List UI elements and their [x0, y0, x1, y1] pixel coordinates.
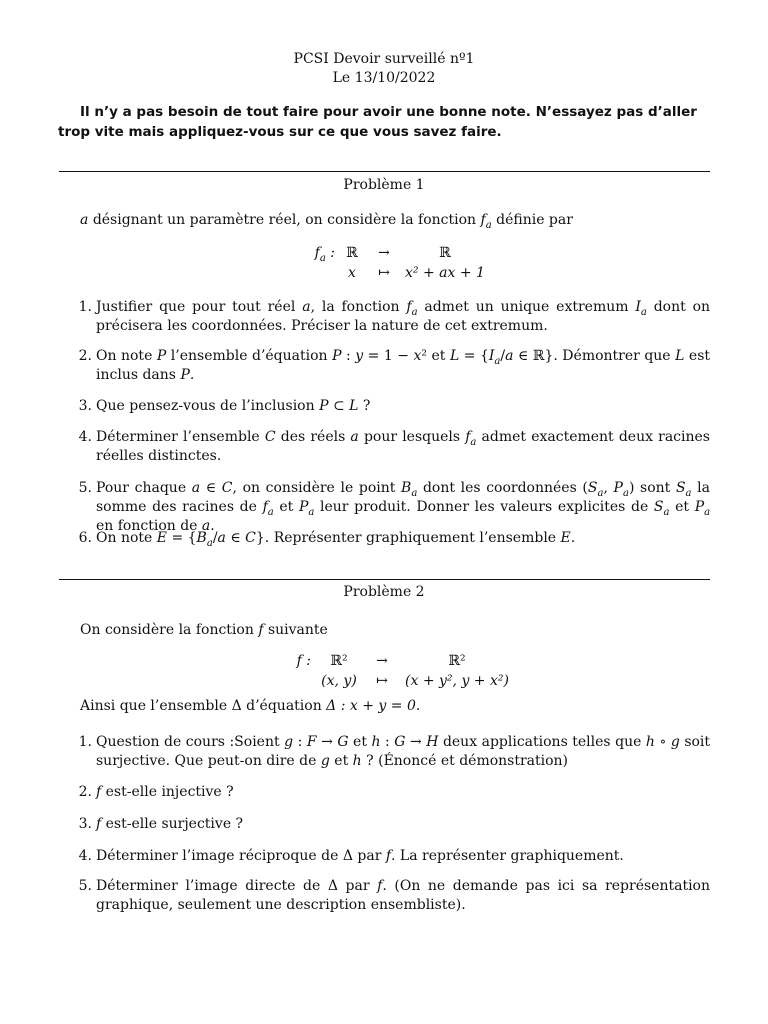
problem-1-intro: a désignant un paramètre réel, on considère la fonction $f_a$ définie par: [80, 212, 573, 231]
problem-2-intro: On considère la fonction f suivante: [80, 622, 328, 638]
problem-2-delta-definition: Ainsi que l’ensemble Δ d’équation Δ : x + y = 0.: [80, 698, 421, 714]
problem-2-question-5: 5. Déterminer l’image directe de Δ par f. (On ne demande pas ici sa représentation graphique, seulement une description ensembliste).: [78, 878, 710, 913]
problem-1-question-5: 5. Pour chaque a ∈ C, on considère le point $B_a$ dont les coordonnées ($S_a$, $P_a$) sont $S_a$ la somme des racines de $f_a$ et $P_a$ leur produit. Donner les valeurs explicites de $S_a$ et $P_a$ en fonction de a.: [78, 480, 711, 534]
exam-date: Le 13/10/2022: [332, 70, 436, 86]
problem-1-question-1: 1. Justifier que pour tout réel a, la fonction $f_a$ admet un unique extremum $I_a$ dont on précisera les coordonnées. Préciser la nature de cet extremum.: [78, 299, 711, 334]
problem-2-question-4: 4. Déterminer l’image réciproque de Δ par f. La représenter graphiquement.: [78, 848, 624, 864]
exam-title: PCSI Devoir surveillé nº1: [293, 51, 475, 67]
problem-1-question-2: 2. On note P l’ensemble d’équation P : y = 1 − x² et $L = \{I_a/a$ ∈ ℝ}. Démontrer que L est inclus dans P.: [78, 348, 711, 383]
warning-text: Il n’y a pas besoin de tout faire pour avoir une bonne note. N’essayez pas d’aller trop vite mais appliquez-vous sur ce que vous savez faire.: [58, 104, 697, 140]
problem-1-title: Problème 1: [343, 177, 425, 193]
problem-1-question-4: 4. Déterminer l’ensemble C des réels a pour lesquels $f_a$ admet exactement deux racines réelles distinctes.: [78, 429, 710, 464]
separator-rule: [59, 579, 710, 580]
problem-1-question-6: 6. On note $E = \{B_a/a$ ∈ C}. Représenter graphiquement l’ensemble E.: [78, 530, 576, 549]
problem-2-function-definition: f : ℝ² → ℝ² (x, y) ↦ (x + y², y + x²): [296, 653, 509, 689]
exam-header: [0, 50, 768, 88]
problem-1-function-definition: $f_a$ : ℝ → ℝ x ↦ x² + ax + 1: [314, 245, 485, 281]
problem-2-question-2: 2. f est-elle injective ?: [78, 784, 234, 800]
separator-rule: [59, 171, 710, 172]
problem-2-question-3: 3. f est-elle surjective ?: [78, 816, 244, 832]
problem-1-question-3: 3. Que pensez-vous de l’inclusion P ⊂ L ?: [78, 398, 371, 414]
problem-2-title: Problème 2: [343, 584, 425, 600]
problem-2-question-1: 1. Question de cours :Soient g : F → G et h : G → H deux applications telles que h ∘ g soit surjective. Que peut-on dire de g et h ? (Énoncé et démonstration): [78, 734, 711, 769]
